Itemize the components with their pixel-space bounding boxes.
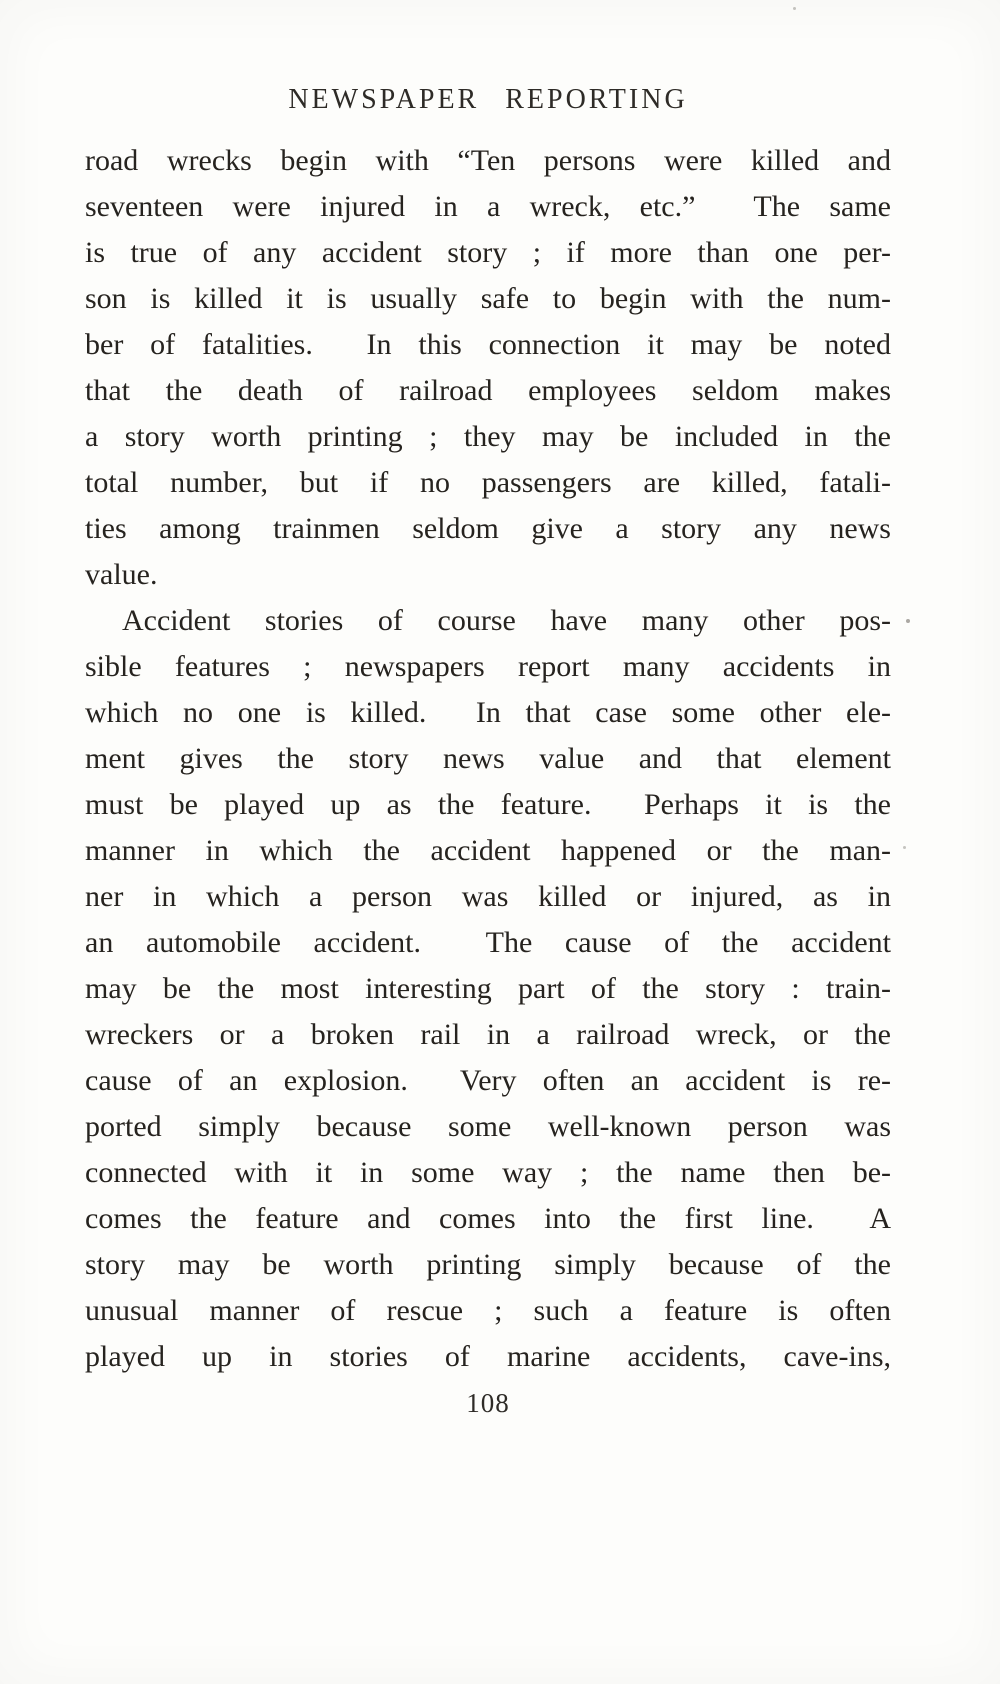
text-line: connected with it in some way ; the name then be- [85,1156,891,1189]
text-line: wreckers or a broken rail in a railroad wreck, or the [85,1018,891,1051]
text-line: son is killed it is usually safe to begin with the num- [85,282,891,315]
scan-speck [906,619,910,623]
text-line: seventeen were injured in a wreck, etc.” The same [85,190,891,223]
text-line: is true of any accident story ; if more than one per- [85,236,891,269]
text-line: ber of fatalities. In this connection it may be noted [85,328,891,361]
scan-speck [903,846,906,849]
scan-speck [793,7,796,10]
text-line: manner in which the accident happened or the man- [85,834,891,867]
text-line: cause of an explosion. Very often an accident is re- [85,1064,891,1097]
text-line: ported simply because some well-known person was [85,1110,891,1143]
text-line: ties among trainmen seldom give a story any news [85,512,891,545]
page-number: 108 [466,1388,510,1418]
text-line: unusual manner of rescue ; such a feature is often [85,1294,891,1327]
text-line: sible features ; newspapers report many accidents in [85,650,891,683]
text-line: may be the most interesting part of the story : train- [85,972,891,1005]
page-body-text [85,138,891,1380]
text-line: total number, but if no passengers are killed, fatali- [85,466,891,499]
text-line: comes the feature and comes into the first line. A [85,1202,891,1235]
text-line: a story worth printing ; they may be included in the [85,420,891,453]
text-line: story may be worth printing simply because of the [85,1248,891,1281]
text-line: an automobile accident. The cause of the accident [85,926,891,959]
text-line: value. [85,558,158,591]
running-header: NEWSPAPER REPORTING [288,84,688,115]
text-line: must be played up as the feature. Perhaps it is the [85,788,891,821]
text-line: which no one is killed. In that case some other ele- [85,696,891,729]
text-line: Accident stories of course have many other pos- [122,604,891,637]
text-line: ment gives the story news value and that element [85,742,891,775]
text-line: played up in stories of marine accidents, cave-ins, [85,1340,891,1373]
text-line: that the death of railroad employees seldom makes [85,374,891,407]
text-line: road wrecks begin with “Ten persons were killed and [85,144,891,177]
text-line: ner in which a person was killed or injured, as in [85,880,891,913]
